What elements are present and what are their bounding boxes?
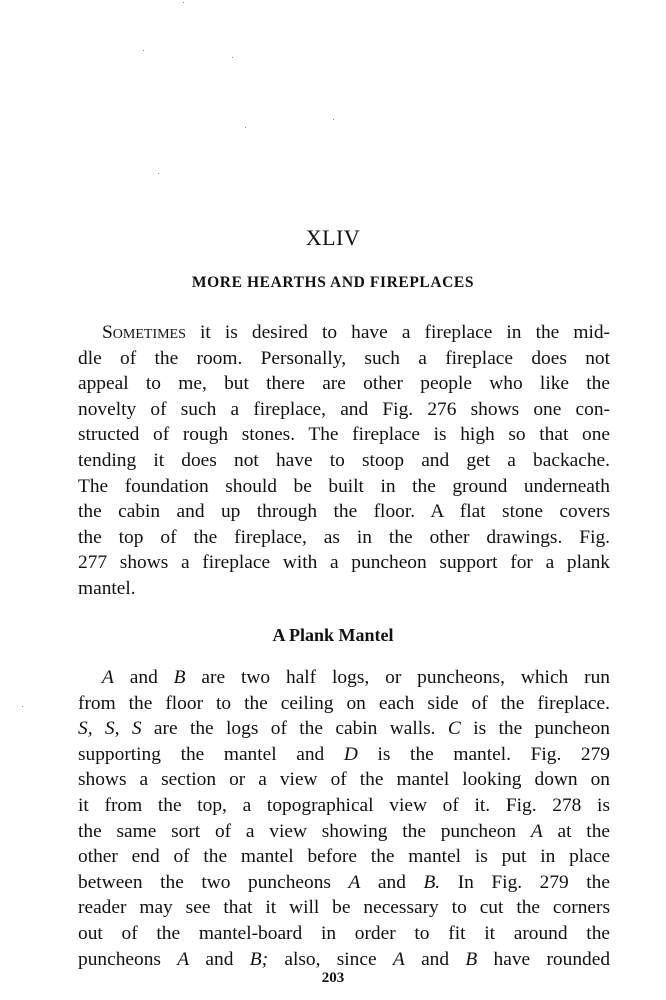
text-line: the same sort of a view showing the puncheon A at the — [78, 820, 610, 842]
text-line: S, S, S are the logs of the cabin walls. C is the puncheon — [78, 718, 610, 740]
paragraph-1 — [78, 320, 610, 602]
text-line: appeal to me, but there are other people who like the — [78, 373, 610, 395]
scan-speck — [232, 57, 233, 58]
text-line: 277 shows a fireplace with a puncheon support for a plank — [78, 552, 610, 574]
text-line: the top of the fireplace, as in the other drawings. Fig. — [78, 526, 610, 548]
section-subheading: A Plank Mantel — [272, 625, 394, 645]
scan-speck — [22, 706, 23, 707]
text-line: The foundation should be built in the ground underneath — [78, 475, 610, 497]
chapter-number: XLIV — [305, 225, 361, 250]
text-line: A and B are two half logs, or puncheons, which run — [102, 667, 610, 688]
text-line: reader may see that it will be necessary to cut the corners — [78, 897, 610, 919]
paragraph-2 — [78, 665, 610, 972]
text-line: puncheons A and B; also, since A and B have rounded — [78, 948, 611, 970]
scan-speck — [333, 119, 334, 120]
text-line: mantel. — [78, 577, 136, 599]
chapter-title: MORE HEARTHS AND FIREPLACES — [191, 274, 475, 291]
text-line: structed of rough stones. The fireplace is high so that one — [78, 424, 610, 446]
text-line: tending it does not have to stoop and get a backache. — [78, 449, 610, 471]
text-line: other end of the mantel before the mantel is put in place — [78, 846, 610, 868]
text-line: supporting the mantel and D is the mantel. Fig. 279 — [78, 743, 611, 765]
text-line: the cabin and up through the floor. A flat stone covers — [78, 501, 610, 523]
scan-speck — [245, 127, 246, 128]
text-line: out of the mantel-board in order to fit it around the — [78, 922, 610, 944]
text-line: it from the top, a topographical view of it. Fig. 278 is — [78, 794, 610, 816]
text-line: novelty of such a fireplace, and Fig. 276 shows one con- — [78, 398, 610, 420]
page-number: 203 — [321, 970, 345, 986]
text-line: from the floor to the ceiling on each side of the fireplace. — [78, 692, 610, 714]
text-line: Sometimes it is desired to have a fireplace in the mid- — [102, 322, 610, 343]
text-line: dle of the room. Personally, such a fireplace does not — [78, 347, 610, 369]
scan-speck — [183, 2, 184, 3]
scan-speck — [143, 50, 144, 51]
text-line: between the two puncheons A and B. In Fig. 279 the — [78, 871, 610, 893]
text-line: shows a section or a view of the mantel looking down on — [78, 769, 610, 791]
scan-speck — [158, 173, 159, 174]
lead-word: Sometimes — [102, 322, 186, 343]
